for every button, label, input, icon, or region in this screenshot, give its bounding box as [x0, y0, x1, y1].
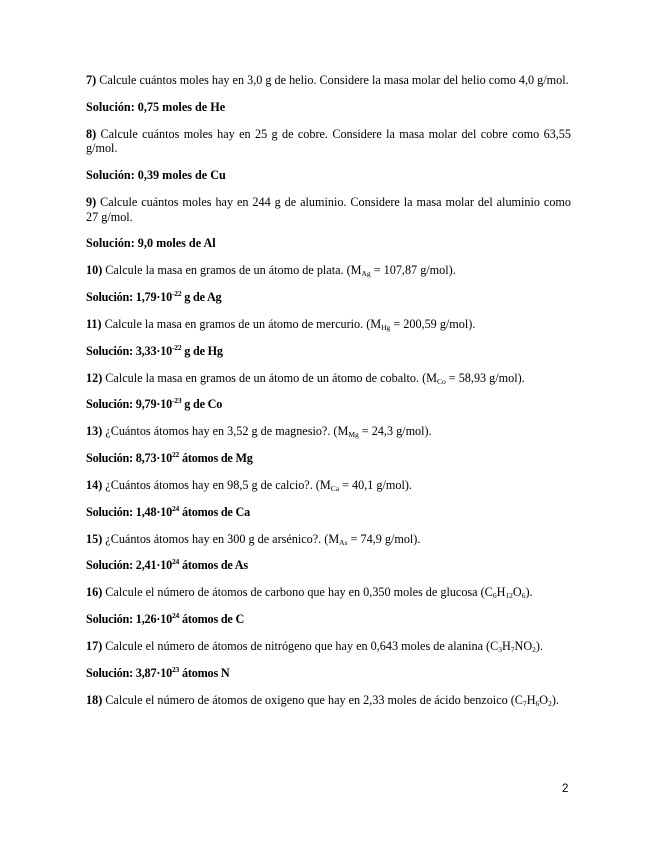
solution-10: Solución: $1,79\cdot 10^{-22}$ g de Ag	[86, 288, 222, 304]
problem-9: 9) Calcule cuántos moles hay en 244 g de aluminio. Considere la masa molar del aluminio como 27 g/mol.	[86, 194, 571, 224]
solution-8: Solución: 0,39 moles de Cu	[86, 167, 226, 182]
solution-7: Solución: 0,75 moles de He	[86, 99, 226, 114]
problem-7: 7) Calcule cuántos moles hay en 3,0 g de helio. Considere la masa molar del helio como 4,0 g/mol.	[86, 73, 569, 87]
document-page	[86, 73, 571, 719]
problem-16: 16) Calcule el número de átomos de carbono que hay en 0,350 moles de glucosa $(C_6H_{12}O_6)$.	[86, 585, 533, 601]
problem-8: 8) Calcule cuántos moles hay en 25 g de cobre. Considere la masa molar del cobre como 63,55 g/mol.	[86, 126, 571, 156]
solution-14: Solución: $1,48\cdot 10^{24}$ átomos de Ca	[86, 503, 250, 519]
solution-11: Solución: $3,33\cdot 10^{-22}$ g de Hg	[86, 342, 223, 358]
solution-13: Solución: $8,73\cdot 10^{22}$ átomos de Mg	[86, 449, 253, 465]
solution-12: Solución: $9,79\cdot 10^{-23}$ g de Co	[86, 396, 223, 412]
problem-12: 12) Calcule la masa en gramos de un átomo de un átomo de cobalto. ($M_{Co} = 58,93$ g/mol).	[86, 370, 525, 386]
solution-15: Solución: $2,41\cdot 10^{24}$ átomos de As	[86, 557, 248, 573]
problem-17: 17) Calcule el número de átomos de nitrógeno que hay en 0,643 moles de alanina $(C_3H_7NO_2)$.	[86, 639, 544, 655]
problem-15: 15) ¿Cuántos átomos hay en 300 g de arsénico?. ($M_{As} = 74,9$ g/mol).	[86, 531, 421, 547]
problem-13: 13) ¿Cuántos átomos hay en 3,52 g de magnesio?. ($M_{Mg} = 24,3$ g/mol).	[86, 424, 432, 440]
problem-18: 18) Calcule el número de átomos de oxigeno que hay en 2,33 moles de ácido benzoico $(C_7H_6O_2)$.	[86, 692, 559, 708]
problem-14: 14) ¿Cuántos átomos hay en 98,5 g de calcio?. ($M_{Ca} = 40,1$ g/mol).	[86, 478, 412, 493]
page-number: 2	[562, 783, 569, 795]
solution-17: Solución: $3,87\cdot 10^{23}$ átomos N	[86, 664, 230, 680]
problem-10: 10) Calcule la masa en gramos de un átomo de plata. ($M_{Ag} = 107,87$ g/mol).	[86, 263, 456, 279]
solution-9: Solución: 9,0 moles de Al	[86, 236, 216, 251]
problem-11: 11) Calcule la masa en gramos de un átomo de mercurio. ($M_{Hg} = 200,59$ g/mol).	[86, 316, 476, 332]
solution-16: Solución: $1,26\cdot 10^{24}$ átomos de C	[86, 610, 245, 626]
